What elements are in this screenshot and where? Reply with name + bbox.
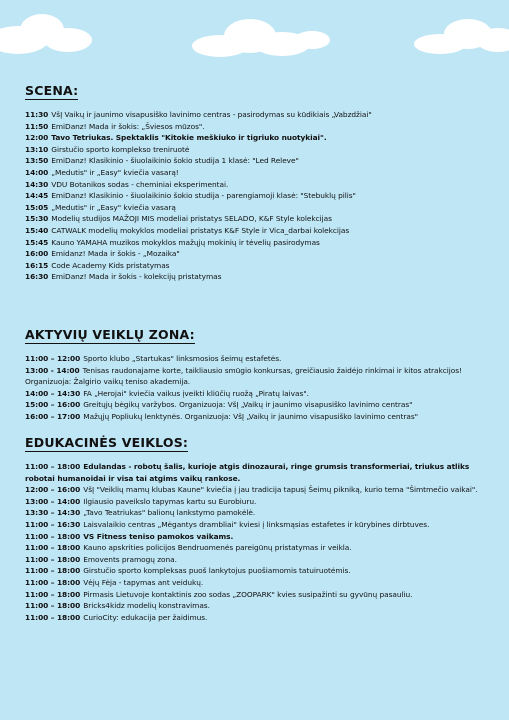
schedule-text: Greitųjų bėgikų varžybos. Organizuoja: VšĮ „Vaikų ir jaunimo visapusiško lavinimo centras" [83,400,413,410]
section-title: EDUKACINĖS VEIKLOS: [25,435,189,450]
schedule-time: 16:15 [25,260,49,270]
schedule-text: Kauno apskrities policijos Bendruomenės pareigūnų pristatymas ir veikla. [83,543,352,553]
schedule-item [25,144,497,156]
schedule-item [25,202,497,214]
schedule-item [25,484,497,496]
schedule-item [25,179,497,191]
schedule-text: VDU Botanikos sodas - cheminiai eksperimentai. [51,179,229,189]
schedule-item [25,121,497,133]
schedule-text: Pirmasis Lietuvoje kontaktinis zoo sodas „ZOOPARK" kvies susipažinti su gyvūnų pasauliu. [83,589,413,599]
schedule-time: 12:00 [25,133,49,143]
schedule-time: 11:00 – 18:00 [25,566,81,576]
schedule-time: 11:00 – 12:00 [25,354,81,363]
schedule-text: VšĮ Vaikų ir jaunimo visapusiško lavinimo centras - pasirodymas su kūdikiais „Vabzdžiai" [51,110,372,119]
schedule-time: 16:00 [25,249,49,259]
schedule-item [25,109,497,121]
schedule-text: Modelių studijos MAŽOJI MIS modeliai pristatys SELADO, K&F Style kolekcijas [51,214,332,224]
schedule-item [25,167,497,179]
schedule-text: Code Academy Kids pristatymas [51,260,170,270]
schedule-text: Emovents pramogų zona. [83,554,177,564]
schedule-list [25,461,497,623]
schedule-text: Tavo Tetriukas. Spektaklis "Kitokie meškiuko ir tigriuko nuotykiai". [51,133,327,143]
schedule-text: Girstučio sporto komplekso treniruotė [51,144,190,154]
schedule-text: Edulandas - robotų šalis, kurioje atgis dinozaurai, ringe grumsis transformeriai, triukus atliks robotai humanoidai ir visa tai atgims vaikų rankose. [25,462,470,483]
section-scena [25,80,497,283]
schedule-item [25,589,497,601]
schedule-text: „Medutis" ir „Easy" kviečia vasarą [51,202,176,212]
schedule-text: Mažųjų Popliukų lenktynės. Organizuoja: VšĮ „Vaikų ir jaunimo visapusiško lavinimo centras" [83,411,419,421]
schedule-time: 12:00 – 16:00 [25,485,81,495]
schedule-time: 11:00 – 18:00 [25,462,81,471]
schedule-item [25,519,497,531]
schedule-item [25,155,497,167]
schedule-text: „Medutis" ir „Easy" kviečia vasarą! [51,167,179,177]
schedule-time: 13:00 - 14:00 [25,365,80,375]
schedule-item [25,353,497,365]
schedule-text: Vėjų Fėja - tapymas ant veidukų. [83,577,204,587]
schedule-time: 13:30 – 14:30 [25,508,81,518]
schedule-time: 11:00 – 18:00 [25,543,81,553]
schedule-item [25,531,497,543]
schedule-text: EmiDanz! Mada ir šokis: „Šviesos mūzos". [51,121,205,131]
schedule-text: EmiDanz! Klasikinio - šiuolaikinio šokio studija 1 klasė: "Led Releve" [51,156,299,166]
schedule-time: 14:00 – 14:30 [25,388,81,398]
schedule-text: CATWALK modelių mokyklos modeliai pristatys K&F Style ir Vica_darbai kolekcijas [51,225,350,235]
schedule-text: Sporto klubo „Startukas" linksmosios šeimų estafetės. [83,354,282,363]
schedule-item [25,260,497,272]
schedule-item [25,612,497,624]
cloud-center [192,19,330,57]
schedule-text: FA „Herojai" kviečia vaikus įveikti kliūčių ruožą „Piratų laivas". [83,388,309,398]
schedule-item [25,237,497,249]
schedule-time: 11:00 – 18:00 [25,554,81,564]
schedule-time: 15:40 [25,225,49,235]
schedule-item [25,399,497,411]
schedule-time: 11:00 – 18:00 [25,612,81,622]
schedule-item [25,388,497,400]
cloud-right [414,19,509,54]
schedule-item [25,213,497,225]
schedule-time: 11:00 – 18:00 [25,531,81,541]
schedule-time: 14:00 [25,167,49,177]
section-aktyviu-veiklu-zona [25,324,497,423]
schedule-item [25,271,497,283]
schedule-text: Kauno YAMAHA muzikos mokyklos mažųjų mokinių ir tėvelių pasirodymas [51,237,320,247]
schedule-time: 16:30 [25,272,49,282]
schedule-time: 11:00 – 18:00 [25,577,81,587]
schedule-time: 15:30 [25,214,49,224]
schedule-text: Bricks4kidz modelių konstravimas. [83,601,210,611]
schedule-text: CurioCity: edukacija per žaidimus. [83,612,208,622]
schedule-text: Emidanz! Mada ir šokis - „Mozaika" [51,249,180,259]
schedule-item [25,411,497,423]
schedule-item [25,577,497,589]
schedule-text: Girstučio sporto kompleksas puoš lankytojus puošiamomis tatuiruotėmis. [83,566,351,576]
schedule-time: 13:50 [25,156,49,166]
schedule-text: Ilgiausio paveikslo tapymas kartu su Eurobiuru. [83,496,257,506]
section-edukacines-veiklos [25,432,497,623]
schedule-time: 14:30 [25,179,49,189]
schedule-text: VS Fitness teniso pamokos vaikams. [83,531,234,541]
schedule-item [25,365,497,388]
schedule-time: 14:45 [25,191,49,201]
schedule-item [25,496,497,508]
schedule-item [25,248,497,260]
schedule-time: 11:30 [25,110,49,119]
schedule-item [25,600,497,612]
schedule-list [25,353,497,423]
schedule-item [25,190,497,202]
cloud-banner [0,0,509,70]
section-title: AKTYVIŲ VEIKLŲ ZONA: [25,327,195,342]
schedule-time: 11:00 – 18:00 [25,601,81,611]
schedule-text: Laisvalaikio centras „Mėgantys drambliai" kviesi į linksmąsias estafetes ir kūrybines dirbtuves. [83,519,430,529]
schedule-time: 15:45 [25,237,49,247]
cloud-left [0,14,92,54]
schedule-text: EmiDanz! Mada ir šokis - kolekcijų pristatymas [51,272,222,282]
schedule-item [25,542,497,554]
schedule-time: 15:00 – 16:00 [25,400,81,410]
schedule-time: 13:10 [25,144,49,154]
schedule-item [25,565,497,577]
schedule-text: „Tavo Teatriukas" balionų lankstymo pamokėlė. [83,508,256,518]
schedule-time: 13:00 – 14:00 [25,496,81,506]
schedule-item [25,554,497,566]
schedule-time: 11:00 – 18:00 [25,589,81,599]
schedule-item [25,507,497,519]
schedule-text: VšĮ "Veiklių mamų klubas Kaune" kviečia į jau tradicija tapusį Šeimų pikniką, kurio tema "Šimtmečio vaikai". [83,485,478,495]
schedule-text: EmiDanz! Klasikinio - šiuolaikinio šokio studija - parengiamoji klasė: "Stebuklų pilis" [51,191,356,201]
schedule-item [25,132,497,144]
section-title: SCENA: [25,83,79,98]
schedule-time: 11:50 [25,121,49,131]
schedule-time: 16:00 – 17:00 [25,411,81,421]
schedule-item [25,225,497,237]
schedule-time: 11:00 – 16:30 [25,519,81,529]
schedule-text: Tenisas raudonajame korte, taikliausio smūgio konkursas, greičiausio žaidėjo rinkimai ir kitos atrakcijos! Organizuoja: Žalgirio vaikų teniso akademija. [25,365,462,387]
schedule-item [25,461,497,484]
schedule-list [25,109,497,283]
schedule-time: 15:05 [25,202,49,212]
